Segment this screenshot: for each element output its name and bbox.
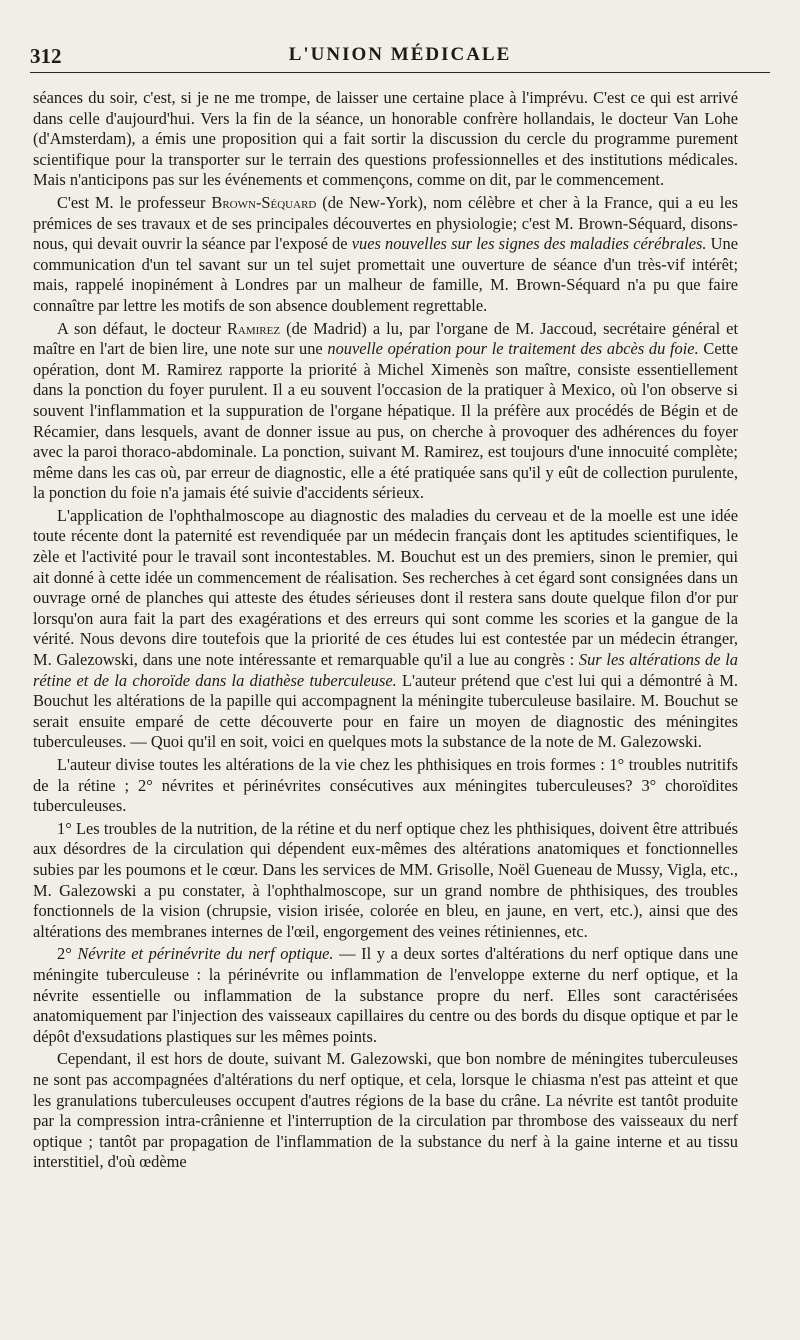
text-segment: L'application de l'ophthalmoscope au diagnostic des maladies du cerveau et de la moelle est une idée toute récente dont la paternité est revendiquée par un médecin français dont les aptitudes scientifiques, le zèle et l'activité pour le travail sont incontestables. M. Bouchut est un des premiers, sinon le premier, qui ait donné à cette idée un commencement de réalisation. Ses recherches à cet égard sont consignées dans un ouvrage orné de planches qui atteste des études sérieuses dont il restera sans doute quelque filon d'or pur lorsqu'on aura fait la part des exagérations et des erreurs qui sont comme les scories et la gangue de la vérité. Nous devons dire toutefois que la priorité de ces études lui est contestée par un médecin étranger, M. Galezowski, dans une note intéressante et remarquable qu'il a lue au congrès : [33, 505, 738, 670]
text-segment: vues nouvelles sur les signes des maladies cérébrales. [351, 234, 707, 254]
paragraph-p7 [33, 944, 738, 1047]
paragraph-p2 [33, 193, 738, 317]
text-segment: Névrite et périnévrite du nerf optique. [77, 944, 334, 964]
page-header [30, 44, 770, 76]
text-segment: (de New-York), nom célèbre et cher à la France, qui a eu les prémices de ses travaux et de ses principales découvertes en physiologie; c'est M. Brown-Séquard, disons-nous, qui devait ouvrir la séance par l'exposé de [33, 192, 738, 254]
text-segment: L'auteur divise toutes les altérations de la vie chez les phthisiques en trois formes : 1° troubles nutritifs de la rétine ; 2° névrites et périnévrites consécutives aux méningites tuberculeuses? 3° choroïdites tuberculeuses. [33, 755, 738, 816]
text-segment: Brown-Séquard [211, 192, 317, 212]
paragraph-p4 [33, 506, 738, 753]
text-segment: Sur les altérations de la rétine et de la choroïde dans la diathèse tuberculeuse. [33, 650, 738, 690]
running-title: L'UNION MÉDICALE [288, 44, 512, 65]
text-segment: 2° [57, 944, 78, 964]
article-body [33, 88, 738, 1175]
text-segment: A son défaut, le docteur [57, 318, 227, 338]
paragraph-p1 [33, 88, 738, 191]
page-number: 312 [30, 44, 62, 68]
text-segment: 1° Les troubles de la nutrition, de la rétine et du nerf optique chez les phthisiques, doivent être attribués aux désordres de la circulation qui dépendent eux-mêmes des altérations anatomiques et fonctionnelles subies par les poumons et le cœur. Dans les services de MM. Grisolle, Noël Gueneau de Mussy, Vigla, etc., M. Galezowski a pu constater, à l'ophthalmoscope, sur un grand nombre de phthisiques, des troubles fonctionnels de la vision (chrupsie, vision irisée, colorée en bleu, en jaune, en vert, etc.), ainsi que des altérations des membranes internes de l'œil, engorgement des veines rétiniennes, etc. [33, 818, 738, 941]
paragraph-p5 [33, 755, 738, 817]
text-segment: L'auteur prétend que c'est lui qui a démontré à M. Bouchut les altérations de la papille qui accompagnent la méningite tuberculeuse basilaire. M. Bouchut se serait ensuite emparé de cette découverte pour en faire un moyen de diagnostic des méningites tuberculeuses. — Quoi qu'il en soit, voici en quelques mots la substance de la note de M. Galezowski. [33, 670, 738, 752]
paragraph-p8 [33, 1049, 738, 1173]
paragraph-p3 [33, 319, 738, 504]
text-segment: (de Madrid) a lu, par l'organe de M. Jaccoud, secrétaire général et maître en l'art de bien lire, une note sur une [33, 318, 738, 359]
text-segment: Une communication d'un tel savant sur un tel sujet promettait une ouverture de séance d'un très-vif intérêt; mais, rappelé inopinément à Londres par un malheur de famille, M. Brown-Séquard n'a pu que faire connaître par lettre les motifs de son absence doublement regrettable. [33, 234, 738, 315]
text-segment: — Il y a deux sortes d'altérations du nerf optique dans une méningite tuberculeuse : la périnévrite ou inflammation de l'enveloppe externe du nerf optique, et la névrite essentielle ou inflammation de la substance propre du nerf. Elles sont caractérisées anatomiquement par l'injection des vaisseaux capillaires du centre ou des bords du disque optique et par le dépôt d'exsudations plastiques sur les mêmes points. [33, 944, 738, 1046]
text-segment: Ramirez [226, 318, 281, 338]
text-segment: C'est M. le professeur [57, 192, 212, 212]
header-rule [30, 72, 770, 73]
text-segment: Cependant, il est hors de doute, suivant M. Galezowski, que bon nombre de méningites tuberculeuses ne sont pas accompagnées d'altérations du nerf optique, et cela, lorsque le chiasma n'est pas atteint et que les granulations tuberculeuses occupent d'autres régions de la base du crâne. La névrite est tantôt produite par la compression intra-crânienne et l'interruption de la circulation par thrombose des vaisseaux du nerf optique ; tantôt par propagation de l'inflammation de la substance du nerf à la gaine interne et au tissu interstitiel, d'où œdème [33, 1049, 738, 1172]
text-segment: Cette opération, dont M. Ramirez rapporte la priorité à Michel Ximenès son maître, consiste essentiellement dans la ponction du foyer purulent. Il a eu souvent l'occasion de la pratiquer à Mexico, où l'on observe si souvent l'inflammation et la suppuration de l'organe hépatique. Il la préfère aux procédés de Bégin et de Récamier, dans lesquels, avant de donner issue au pus, on cherche à provoquer des adhérences du foyer avec la paroi thoraco-abdominale. La ponction, suivant M. Ramirez, est toujours d'une innocuité complète; même dans les cas où, par erreur de diagnostic, elle a été pratiquée sans qu'il y eût de collection purulente, la ponction du foie n'a jamais été suivie d'accidents sérieux. [33, 339, 738, 503]
text-segment: nouvelle opération pour le traitement des abcès du foie. [327, 339, 699, 359]
paragraph-p6 [33, 819, 738, 943]
text-segment: séances du soir, c'est, si je ne me trompe, de laisser une certaine place à l'imprévu. C'est ce qui est arrivé dans celle d'aujourd'hui. Vers la fin de la séance, un honorable confrère hollandais, le docteur Van Lohe (d'Amsterdam), a émis une proposition qui a fait sortir la discussion du cercle du programme purement scientifique pour la transporter sur le terrain des questions professionnelles et des institutions médicales. Mais n'anticipons pas sur les événements et commençons, comme on dit, par le commencement. [33, 88, 738, 190]
